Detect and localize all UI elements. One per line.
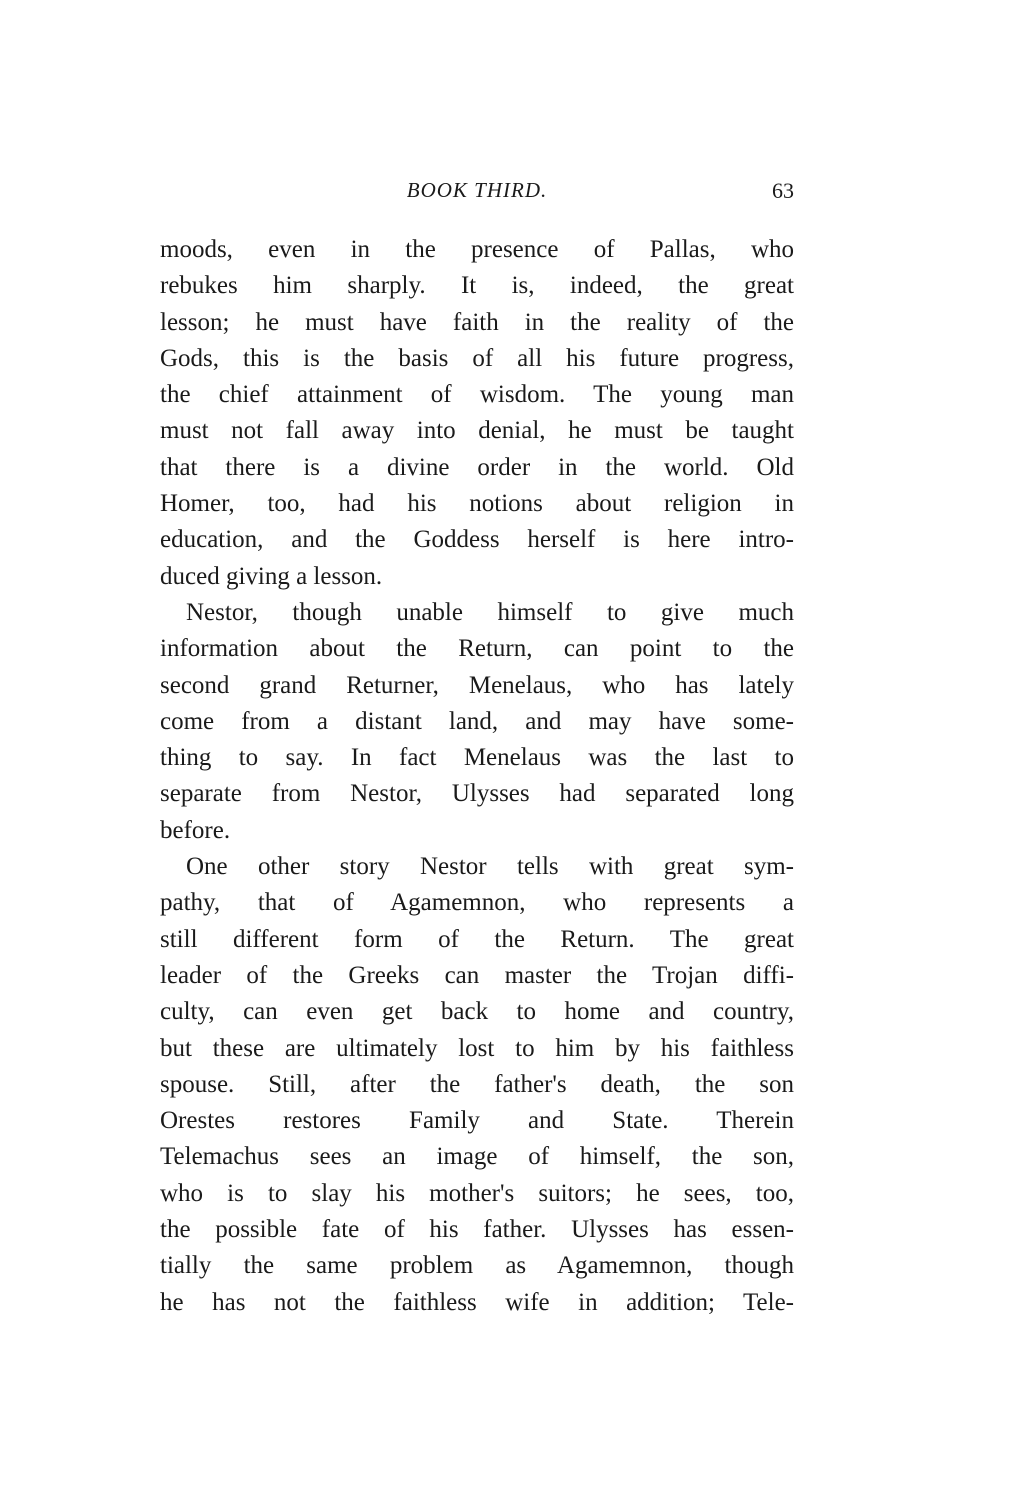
paragraph-2 (160, 595, 794, 849)
text-line: culty, can even get back to home and country, (160, 998, 794, 1026)
body-text (160, 232, 794, 1321)
text-line: lesson; he must have faith in the reality of the (160, 308, 794, 336)
text-line: moods, even in the presence of Pallas, who (160, 236, 794, 263)
text-line: pathy, that of Agamemnon, who represents a (160, 889, 794, 917)
text-line: spouse. Still, after the father's death, the son (160, 1070, 794, 1098)
text-line: rebukes him sharply. It is, indeed, the great (160, 272, 794, 300)
text-line: Homer, too, had his notions about religion in (160, 490, 794, 518)
text-line: duced giving a lesson. (160, 562, 383, 590)
text-line: that there is a divine order in the world. Old (160, 453, 794, 481)
text-line: thing to say. In fact Menelaus was the last to (160, 744, 794, 772)
text-line: must not fall away into denial, he must be taught (160, 417, 794, 445)
text-line: Telemachus sees an image of himself, the son, (160, 1143, 794, 1171)
text-line: come from a distant land, and may have some- (160, 707, 794, 735)
text-line: but these are ultimately lost to him by his faithless (160, 1034, 794, 1062)
text-line: Nestor, though unable himself to give much (186, 598, 794, 626)
paragraph-3 (160, 849, 794, 1321)
text-line: second grand Returner, Menelaus, who has lately (160, 671, 794, 699)
paragraph-1 (160, 232, 794, 595)
running-head (160, 178, 794, 214)
text-line: One other story Nestor tells with great sym- (186, 853, 794, 881)
text-line: information about the Return, can point to the (160, 635, 794, 663)
text-line: leader of the Greeks can master the Trojan diffi- (160, 961, 794, 989)
text-line: the chief attainment of wisdom. The young man (160, 381, 794, 409)
text-line: he has not the faithless wife in addition; Tele- (160, 1288, 794, 1316)
text-line: separate from Nestor, Ulysses had separated long (160, 780, 794, 808)
text-line: tially the same problem as Agamemnon, though (160, 1252, 794, 1280)
page-number: 63 (772, 178, 794, 203)
text-line: who is to slay his mother's suitors; he sees, too, (160, 1179, 794, 1207)
text-line: Gods, this is the basis of all his future progress, (160, 344, 794, 372)
text-line: education, and the Goddess herself is here intro- (160, 526, 794, 554)
text-line: Orestes restores Family and State. Therein (160, 1107, 794, 1135)
text-line: the possible fate of his father. Ulysses has essen- (160, 1216, 794, 1244)
text-line: before. (160, 816, 231, 844)
text-line: still different form of the Return. The great (160, 925, 794, 953)
running-title: BOOK THIRD. (406, 178, 548, 202)
